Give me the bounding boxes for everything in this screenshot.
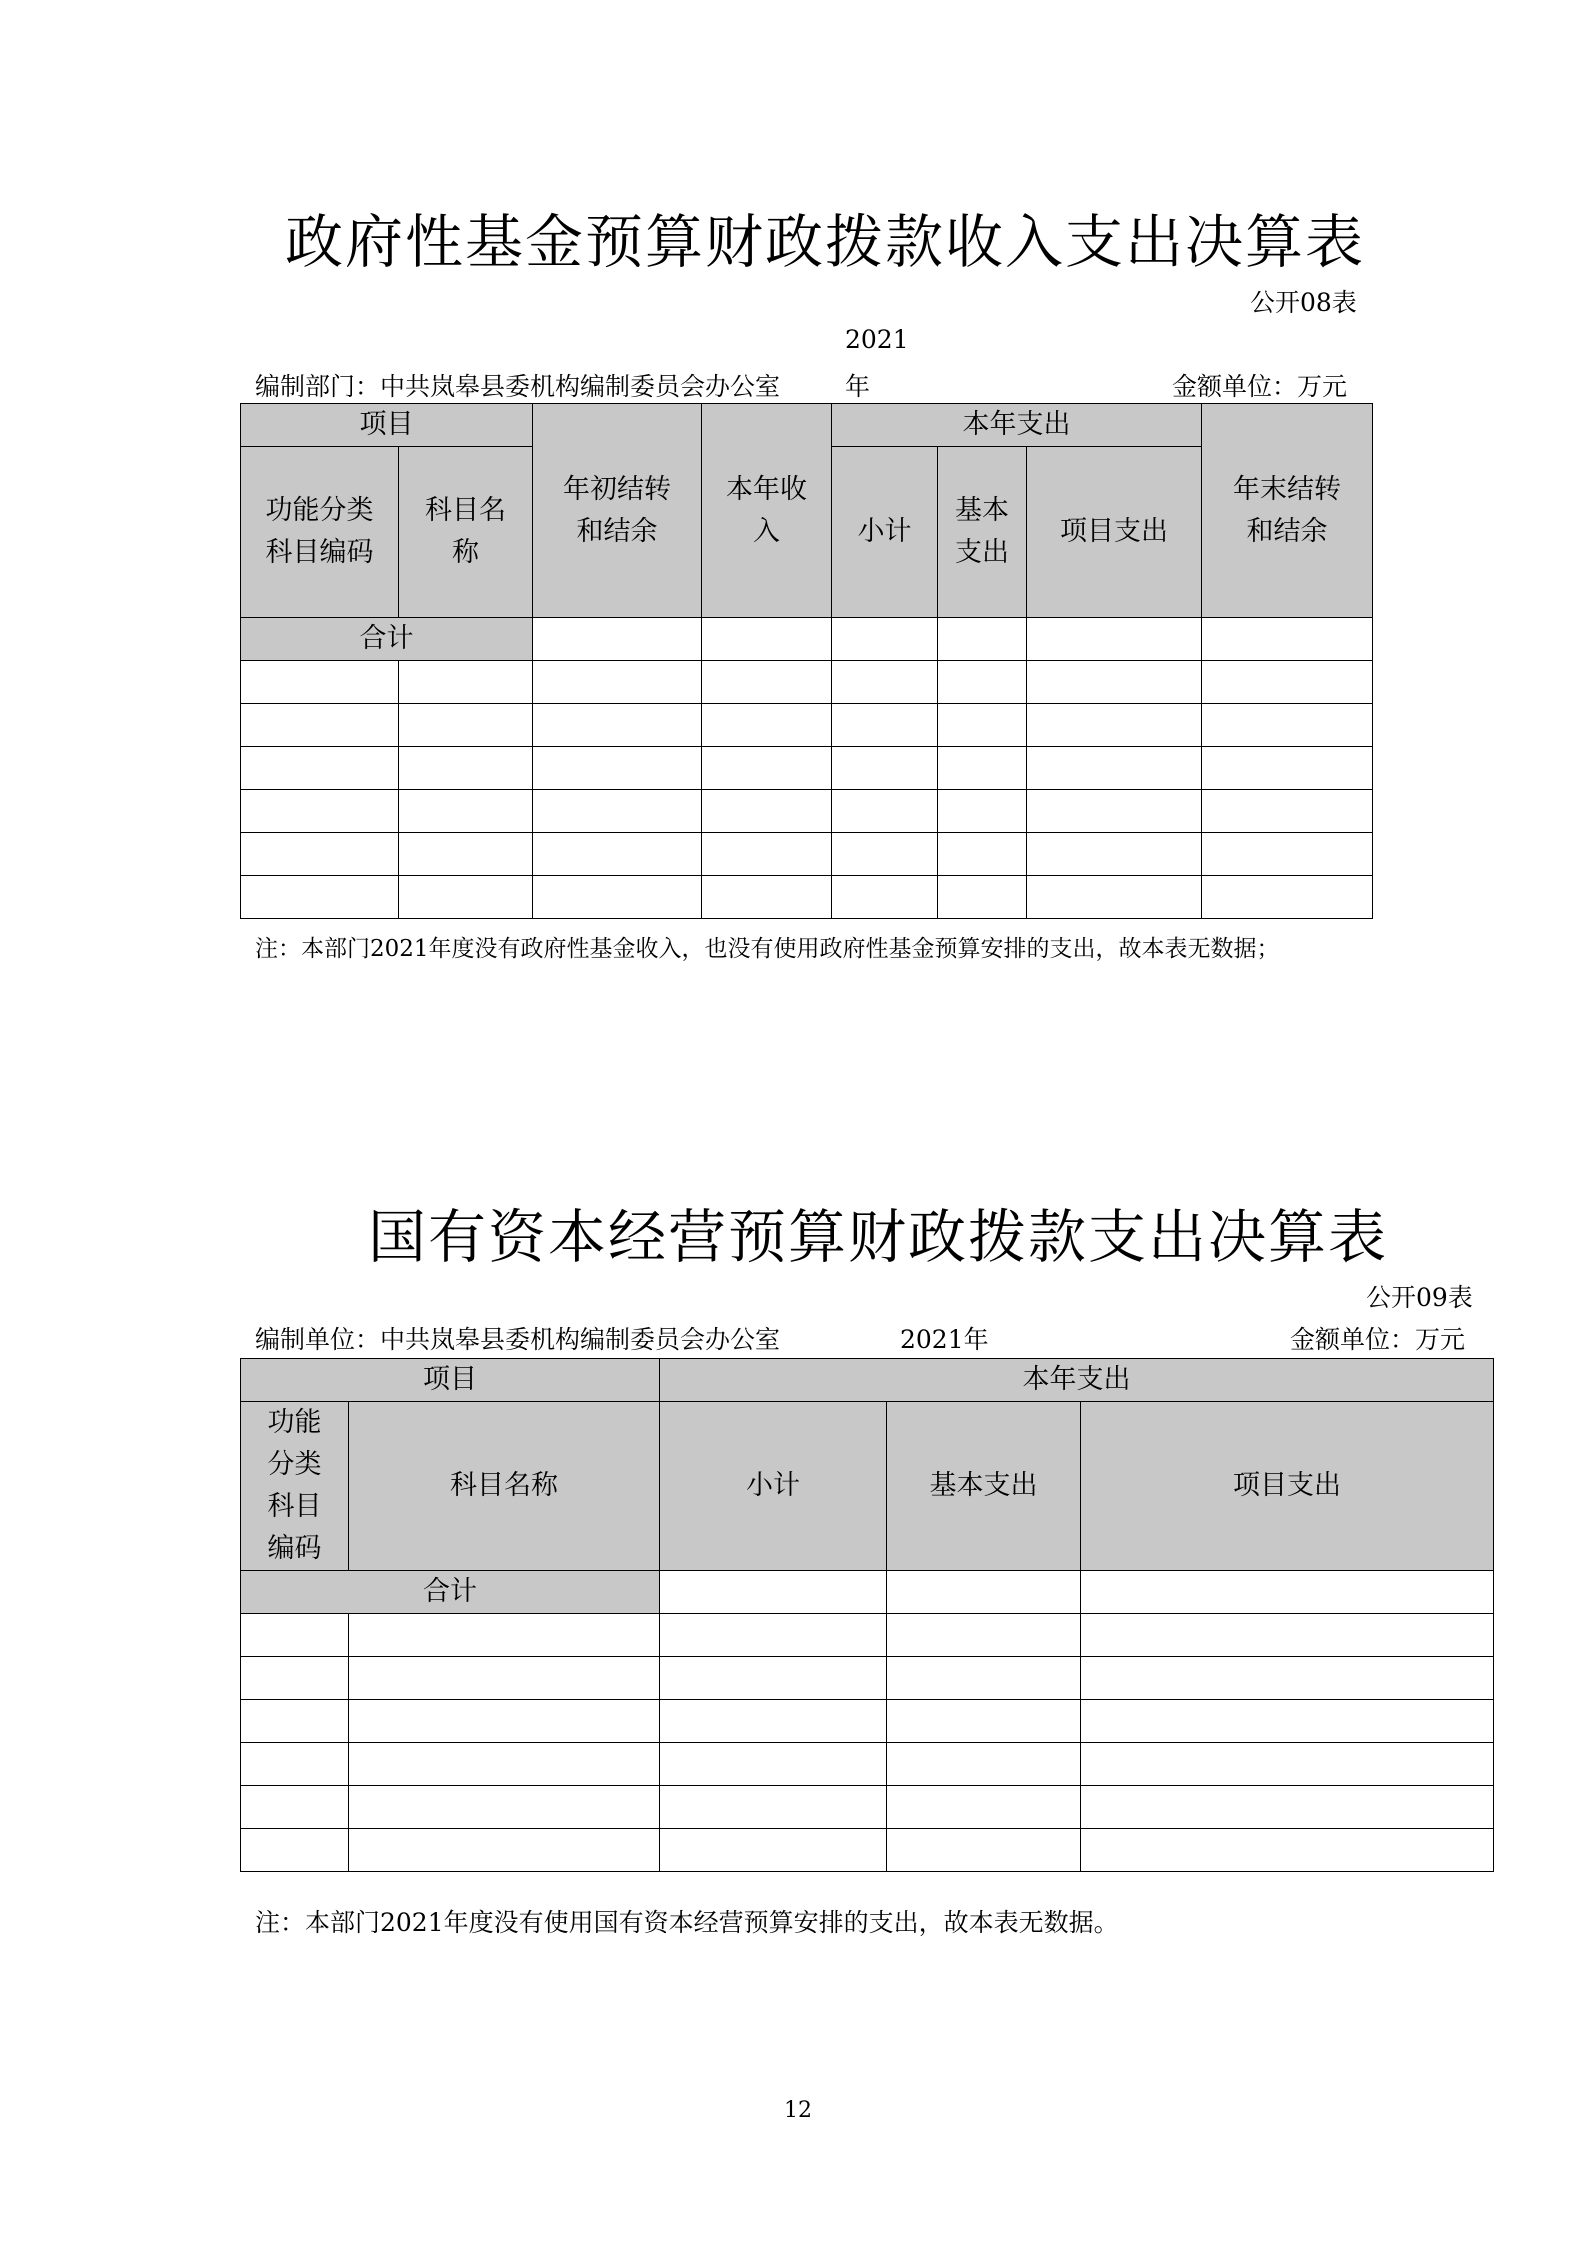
t2-empty-row [241, 1614, 1494, 1657]
table2 [240, 1358, 1494, 1872]
t1-cell [1027, 618, 1202, 661]
t1-h-func-code: 功能分类 科目编码 [241, 447, 399, 618]
t1-empty-row [241, 833, 1373, 876]
t2-total-label: 合计 [241, 1571, 660, 1614]
table2-year: 2021年 [900, 1325, 989, 1354]
t1-empty-row [241, 704, 1373, 747]
t2-h-project: 项目 [241, 1359, 660, 1402]
t1-h-basic: 基本 支出 [938, 447, 1027, 618]
t2-empty-row [241, 1743, 1494, 1786]
t2-empty-row [241, 1700, 1494, 1743]
t2-empty-row [241, 1786, 1494, 1829]
t1-h-project-exp: 项目支出 [1027, 447, 1202, 618]
t1-empty-row [241, 790, 1373, 833]
t1-cell [533, 618, 702, 661]
table2-note: 注：本部门2021年度没有使用国有资本经营预算安排的支出，故本表无数据。 [255, 1908, 1119, 1937]
t1-h-income: 本年收 入 [702, 404, 832, 618]
t2-h-basic: 基本支出 [887, 1402, 1081, 1571]
t1-empty-row [241, 661, 1373, 704]
t2-cell [1081, 1571, 1494, 1614]
table1-note: 注：本部门2021年度没有政府性基金收入，也没有使用政府性基金预算安排的支出，故本表无数据； [255, 936, 1280, 962]
t2-empty-row [241, 1657, 1494, 1700]
table1-title: 政府性基金预算财政拨款收入支出决算表 [285, 208, 1366, 276]
table1-year-top: 2021 [845, 325, 909, 354]
t1-empty-row [241, 876, 1373, 919]
t2-h-expense: 本年支出 [660, 1359, 1494, 1402]
table2-code: 公开09表 [1366, 1283, 1473, 1312]
t2-empty-row [241, 1829, 1494, 1872]
t1-h-subject-name: 科目名 称 [399, 447, 533, 618]
page-number: 12 [784, 2098, 812, 2123]
t1-cell [832, 618, 938, 661]
t2-cell [660, 1571, 887, 1614]
t2-h-project-exp: 项目支出 [1081, 1402, 1494, 1571]
table2-title: 国有资本经营预算财政拨款支出决算表 [368, 1203, 1389, 1271]
table1-unit: 金额单位：万元 [1172, 372, 1348, 401]
t1-total-label: 合计 [241, 618, 533, 661]
t1-h-project: 项目 [241, 404, 533, 447]
t1-cell [702, 618, 832, 661]
t2-cell [887, 1571, 1081, 1614]
t1-cell [1202, 618, 1373, 661]
table1-dept: 编制部门：中共岚皋县委机构编制委员会办公室 [255, 372, 781, 401]
table2-unit: 金额单位：万元 [1290, 1325, 1466, 1354]
t1-empty-row [241, 747, 1373, 790]
t1-h-subtotal: 小计 [832, 447, 938, 618]
table1-code: 公开08表 [1250, 288, 1357, 317]
t1-cell [938, 618, 1027, 661]
t1-h-begin-balance: 年初结转 和结余 [533, 404, 702, 618]
table1 [240, 403, 1373, 919]
t1-h-expense: 本年支出 [832, 404, 1202, 447]
t2-h-subtotal: 小计 [660, 1402, 887, 1571]
t2-h-subject-name: 科目名称 [349, 1402, 660, 1571]
t1-h-end-balance: 年末结转 和结余 [1202, 404, 1373, 618]
table1-year-bottom: 年 [845, 372, 871, 401]
table2-dept: 编制单位：中共岚皋县委机构编制委员会办公室 [255, 1325, 781, 1354]
t2-h-func-code: 功能 分类 科目 编码 [241, 1402, 349, 1571]
